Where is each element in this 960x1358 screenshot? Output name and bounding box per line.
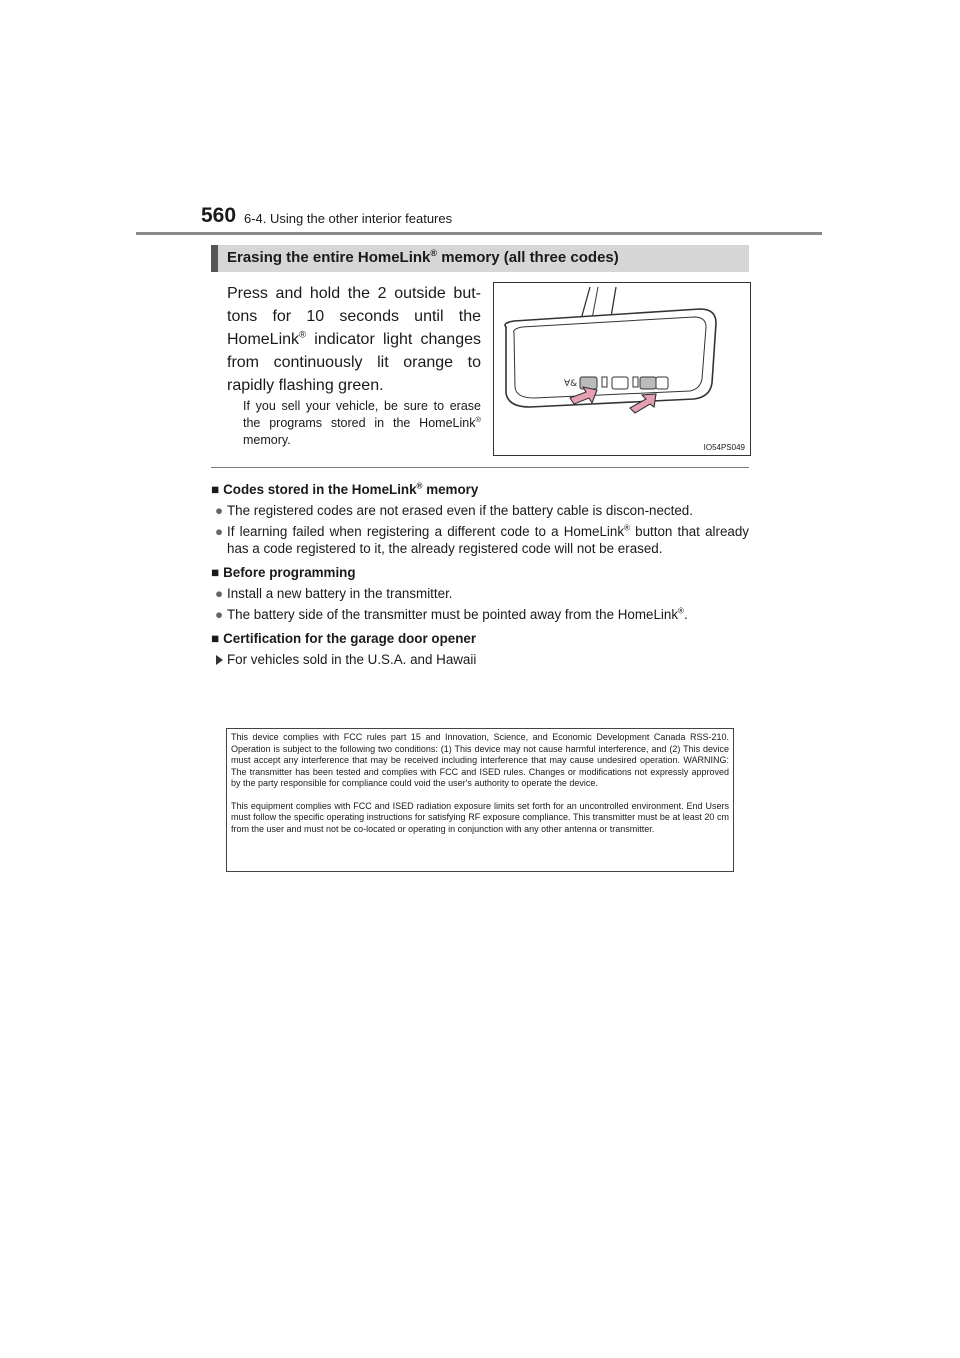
heading-accent-bar: [211, 245, 218, 272]
section-heading-band: [211, 245, 749, 272]
section-title: 6-4. Using the other interior features: [244, 211, 453, 226]
before-heading: ■ Before programming: [211, 565, 356, 580]
page-number: 560: [201, 204, 237, 227]
instruction-text: Press and hold the 2 outside but-tons for 10 seconds until the HomeLink® indicator light changes from continuously lit orange to rapidly flashing green.: [227, 285, 481, 394]
rearview-mirror-homelink-illustration-icon: [494, 283, 750, 455]
figure-code: IO54PS049: [703, 443, 745, 452]
certification-heading: ■ Certification for the garage door opener: [211, 631, 477, 646]
fcc-paragraph: This equipment complies with FCC and ISED radiation exposure limits set forth for an uncontrolled environment. End Users must follow the specific operating instructions for satisfying RF exposure compliance. This transmitter must be at least 20 cm from the user and must not be co-located or operating in conjunction with any other antenna or transmitter.: [231, 800, 729, 834]
codes-heading: ■ Codes stored in the HomeLink® memory: [211, 481, 479, 497]
mirror-illustration: [493, 282, 751, 456]
header-divider: [136, 232, 822, 235]
svg-text:∀&: ∀&: [564, 379, 578, 389]
list-item: ● If learning failed when registering a different code to a HomeLink® button that already has a code registered to it, the already registered code will not be erased.: [215, 523, 749, 556]
list-item: For vehicles sold in the U.S.A. and Hawaii: [211, 651, 749, 668]
list-item: ● The battery side of the transmitter must be pointed away from the HomeLink®.: [215, 606, 688, 622]
note-text: If you sell your vehicle, be sure to erase the programs stored in the HomeLink® memory.: [243, 399, 481, 447]
block-divider: [211, 467, 749, 468]
section-heading: Erasing the entire HomeLink® memory (all three codes): [227, 248, 619, 266]
arrow-right-icon: [216, 655, 223, 665]
fcc-notice-box: [226, 728, 734, 872]
fcc-paragraph: This device complies with FCC rules part 15 and Innovation, Science, and Economic Development Canada RSS-210. Operation is subject to the following two conditions: (1) This device may not cause harmful interference, and (2) This device must accept any interference that may be received including interference that may cause undesired operation. WARNING: The transmitter has been tested and complies with FCC and ISED rules. Changes or modifications not expressly approved by the party responsible for compliance could void the user's authority to operate the device.: [231, 732, 729, 788]
content-body: [211, 474, 749, 668]
list-item: ● Install a new battery in the transmitter.: [215, 586, 453, 601]
list-item: ● The registered codes are not erased even if the battery cable is discon-nected.: [215, 503, 693, 518]
